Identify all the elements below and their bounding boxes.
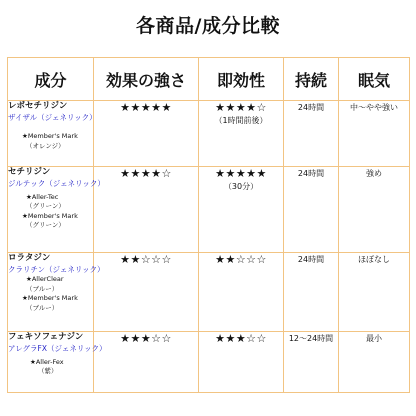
duration-cell [284,166,339,252]
comparison-table [7,57,410,393]
brand-color-note: （ブルー） [26,303,59,312]
strength-rating: ★★★☆☆ [120,331,172,345]
brand-name: ★Member's Mark [22,132,78,140]
drowsiness-cell [339,331,410,392]
speed-note: （30分） [223,181,259,191]
duration-cell [284,331,339,392]
brand-list [8,358,93,377]
table-row [8,331,410,392]
header-speed: 即効性 [199,58,284,101]
brand-name: ★Aller-Tec [26,192,59,201]
brand-name: ★Member's Mark [22,294,78,303]
brand-list [8,193,93,231]
drowsiness-value: 強め [366,168,382,178]
ingredient-cell [8,166,105,252]
generic-name: フェキソフェナジン [8,331,84,342]
generic-equivalent: ジルテック（ジェネリック） [8,178,105,188]
strength-cell [94,101,199,167]
brand-name: ★Member's Mark [22,211,78,220]
header-duration: 持続 [284,58,339,101]
brand-color-note: （ブルー） [26,284,59,293]
duration-cell [284,101,339,167]
brand-color-note: （オレンジ） [26,141,65,150]
strength-rating: ★★☆☆☆ [120,253,172,267]
duration-cell [284,253,339,331]
brand-name: ★AllerClear [26,275,64,284]
duration-value: 24時間 [297,168,325,178]
speed-rating: ★★☆☆☆ [215,253,267,267]
speed-rating: ★★★★★ [215,166,267,180]
speed-rating: ★★★☆☆ [215,331,267,345]
header-drowsiness: 眠気 [339,58,410,101]
brand-color-note: （グリーン） [26,202,65,211]
duration-value: 24時間 [297,255,325,265]
duration-value: 12〜24時間 [288,333,334,343]
generic-name: ロラタジン [8,253,51,264]
ingredient-cell [8,101,97,167]
strength-cell [94,166,199,252]
ingredient-cell [8,253,105,331]
speed-note: （1時間前後） [214,116,268,125]
generic-equivalent: ザイザル（ジェネリック） [8,113,97,122]
brand-list [8,132,93,151]
strength-rating: ★★★★★ [120,101,172,114]
strength-cell [94,331,199,392]
drowsiness-value: 中〜やや強い [350,103,398,112]
speed-cell [199,253,284,331]
speed-rating: ★★★★☆ [215,101,267,114]
generic-equivalent: アレグラFX（ジェネリック） [8,343,107,353]
drowsiness-cell [339,166,410,252]
speed-cell [199,331,284,392]
drowsiness-value: ほぼなし [358,255,390,265]
generic-name: セチリジン [8,166,51,177]
table-row [8,101,410,167]
drowsiness-value: 最小 [366,333,382,343]
ingredient-cell [8,331,107,392]
table-row [8,253,410,331]
brand-color-note: （紫） [38,367,58,376]
generic-equivalent: クラリチン（ジェネリック） [8,265,105,275]
strength-rating: ★★★★☆ [120,166,172,180]
generic-name: レボセチリジン [8,101,68,111]
table-row [8,166,410,252]
header-row [8,58,410,101]
drowsiness-cell [339,101,410,167]
brand-list [8,275,93,313]
duration-value: 24時間 [297,103,325,112]
brand-name: ★Aller-Fex [30,357,64,366]
brand-color-note: （グリーン） [26,221,65,230]
speed-cell [199,166,284,252]
header-ingredient: 成分 [8,58,94,101]
drowsiness-cell [339,253,410,331]
strength-cell [94,253,199,331]
speed-cell [199,101,284,167]
page-title: 各商品/成分比較 [136,15,280,37]
header-strength: 効果の強さ [94,58,199,101]
